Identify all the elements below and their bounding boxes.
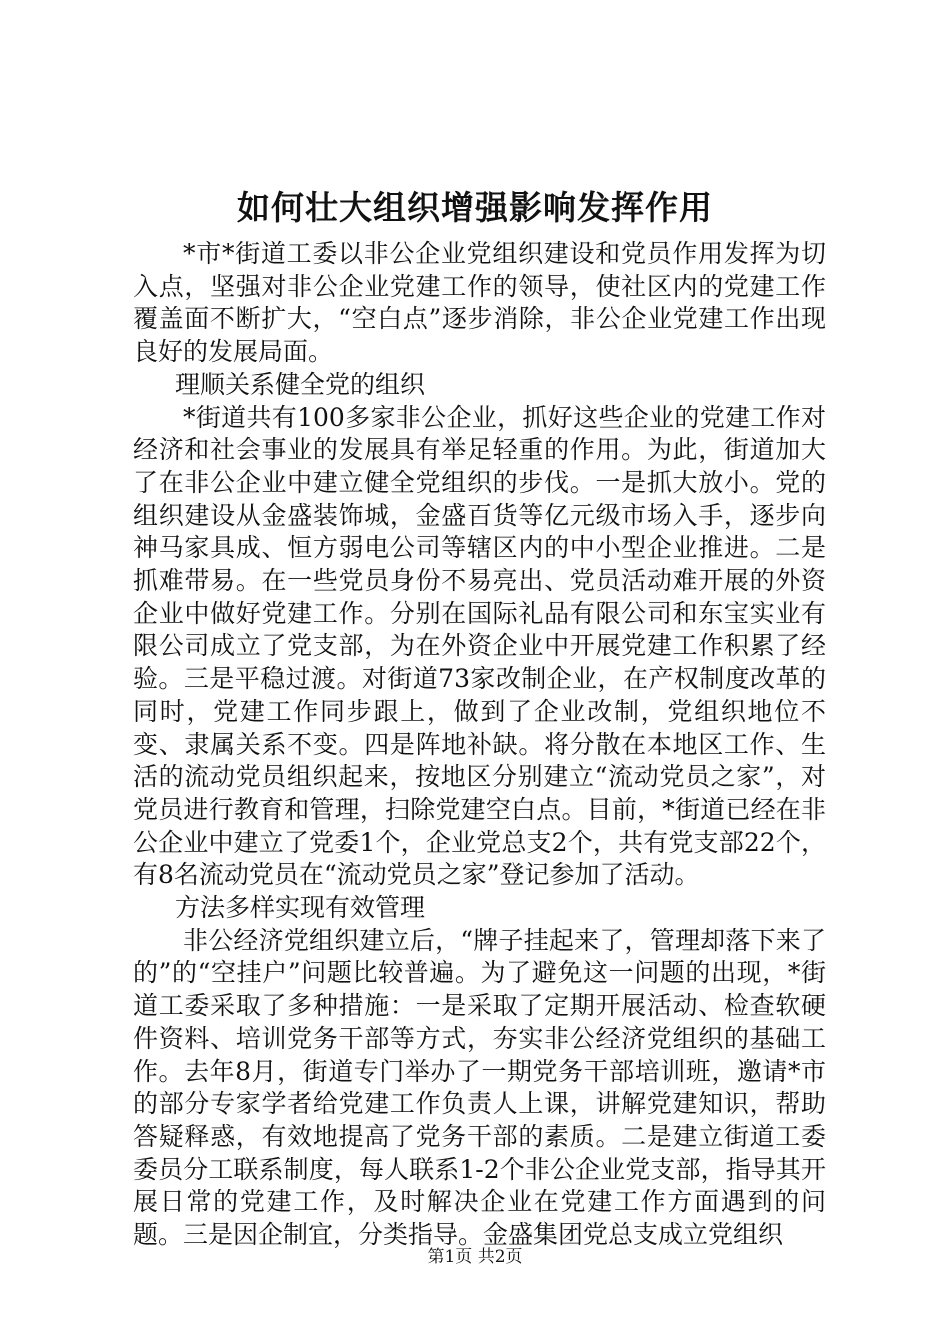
document-title: 如何壮大组织增强影响发挥作用 bbox=[237, 188, 713, 227]
document-body bbox=[133, 238, 826, 1252]
page-footer: 第1页 共2页 bbox=[427, 1247, 523, 1267]
section-heading: 方法多样实现有效管理 bbox=[175, 893, 426, 923]
section-heading: 理顺关系健全党的组织 bbox=[175, 369, 426, 399]
body-paragraph: 非公经济党组织建立后，“牌子挂起来了，管理却落下来了的”的“空挂户”问题比较普遍。为了避免这一问题的出现，*街道工委采取了多种措施：一是采取了定期开展活动、检查软硬件资料、培训党务干部等方式，夯实非公经济党组织的基础工作。去年8月，街道专门举办了一期党务干部培训班，邀请*市的部分专家学者给党建工作负责人上课，讲解党建知识，帮助答疑释惑，有效地提高了党务干部的素质。二是建立街道工委委员分工联系制度，每人联系1-2个非公企业党支部，指导其开展日常的党建工作，及时解决企业在党建工作方面遇到的问题。三是因企制宜，分类指导。金盛集团党总支成立党组织 bbox=[133, 925, 826, 1250]
body-paragraph: *市*街道工委以非公企业党组织建设和党员作用发挥为切入点，坚强对非公企业党建工作的领导，使社区内的党建工作覆盖面不断扩大，“空白点”逐步消除，非公企业党建工作出现良好的发展局面。 bbox=[133, 239, 826, 367]
body-paragraph: *街道共有100多家非公企业，抓好这些企业的党建工作对经济和社会事业的发展具有举足轻重的作用。为此，街道加大了在非公企业中建立健全党组织的步伐。一是抓大放小。党的组织建设从金盛装饰城，金盛百货等亿元级市场入手，逐步向神马家具成、恒方弱电公司等辖区内的中小型企业推进。二是抓难带易。在一些党员身份不易亮出、党员活动难开展的外资企业中做好党建工作。分别在国际礼品有限公司和东宝实业有限公司成立了党支部，为在外资企业中开展党建工作积累了经验。三是平稳过渡。对街道73家改制企业，在产权制度改革的同时，党建工作同步跟上，做到了企业改制，党组织地位不变、隶属关系不变。四是阵地补缺。将分散在本地区工作、生活的流动党员组织起来，按地区分别建立“流动党员之家”，对党员进行教育和管理，扫除党建空白点。目前，*街道已经在非公企业中建立了党委1个，企业党总支2个，共有党支部22个，有8名流动党员在“流动党员之家”登记参加了活动。 bbox=[133, 402, 826, 890]
